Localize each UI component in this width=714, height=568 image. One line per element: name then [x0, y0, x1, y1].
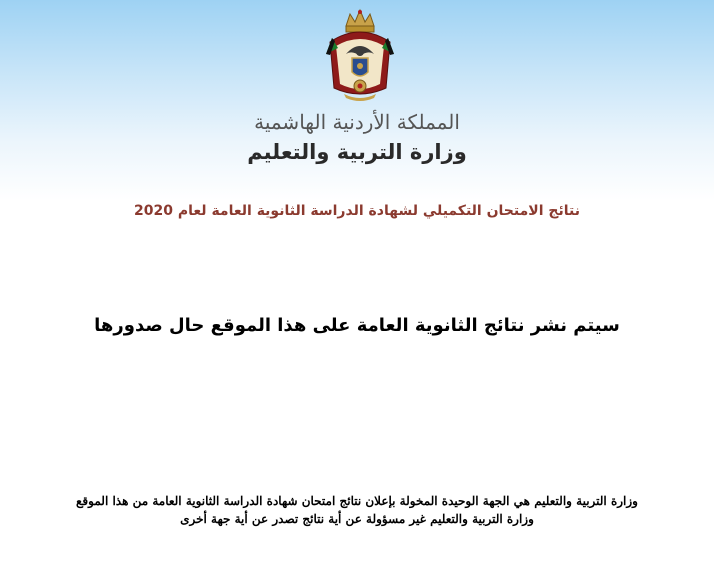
- ministry-name: وزارة التربية والتعليم: [247, 140, 467, 164]
- disclaimer-line-2: وزارة التربية والتعليم غير مسؤولة عن أية نتائج تصدر عن أية جهة أخرى: [180, 512, 534, 526]
- disclaimer: [0, 492, 714, 528]
- results-notice: سيتم نشر نتائج الثانوية العامة على هذا الموقع حال صدورها: [94, 315, 620, 336]
- jordan-coat-of-arms-icon: [322, 8, 398, 104]
- disclaimer-line-1: وزارة التربية والتعليم هي الجهة الوحيدة المخولة بإعلان نتائج امتحان شهادة الدراسة الثانوية العامة من هذا الموقع: [76, 494, 638, 508]
- kingdom-name: المملكة الأردنية الهاشمية: [254, 110, 460, 134]
- results-title: نتائج الامتحان التكميلي لشهادة الدراسة الثانوية العامة لعام 2020: [134, 203, 580, 219]
